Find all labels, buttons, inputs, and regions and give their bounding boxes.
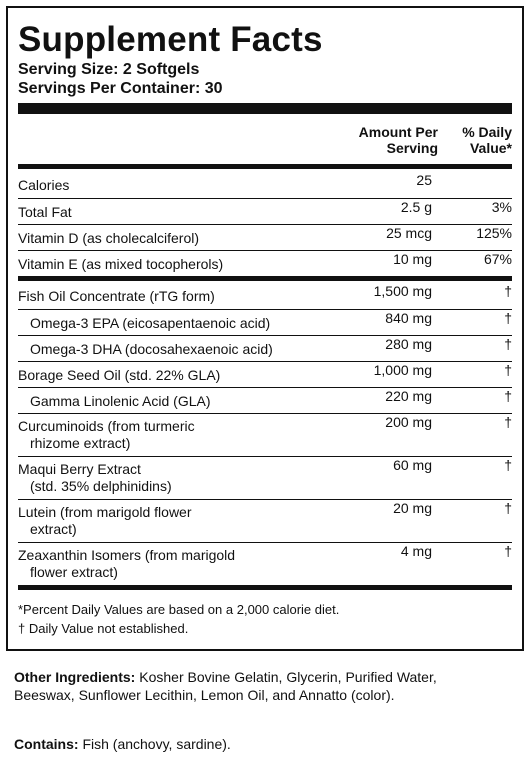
amount-header-line2: Serving <box>386 140 438 156</box>
nutrient-row <box>18 224 512 250</box>
servings-per-container: Servings Per Container: 30 <box>18 80 223 97</box>
nutrient-amount: 2.5 g <box>400 199 432 215</box>
ingredient-dv: † <box>504 543 512 559</box>
ingredient-name: Fish Oil Concentrate (rTG form) <box>18 288 215 304</box>
ingredient-dv: † <box>504 310 512 326</box>
ingredient-name-continued: flower extract) <box>30 564 118 580</box>
ingredient-name: Gamma Linolenic Acid (GLA) <box>30 393 211 409</box>
ingredient-name: Curcuminoids (from turmeric <box>18 418 195 434</box>
ingredient-amount: 840 mg <box>385 310 432 326</box>
dv-header-line2: Value* <box>469 140 512 156</box>
ingredient-row <box>18 283 512 309</box>
ingredient-row <box>18 499 512 542</box>
column-header-row <box>18 114 512 164</box>
nutrient-amount: 25 <box>416 172 432 188</box>
ingredient-name: Borage Seed Oil (std. 22% GLA) <box>18 367 221 383</box>
ingredient-dv: † <box>504 414 512 430</box>
ingredient-row <box>18 361 512 387</box>
nutrient-name: Vitamin E (as mixed tocopherols) <box>18 256 224 272</box>
nutrient-dv: 125% <box>476 225 512 241</box>
ingredient-amount: 200 mg <box>385 414 432 430</box>
ingredient-name: Omega-3 DHA (docosahexaenoic acid) <box>30 341 273 357</box>
ingredient-row <box>18 387 512 413</box>
ingredient-amount: 1,500 mg <box>373 283 432 299</box>
nutrient-name: Total Fat <box>18 204 72 220</box>
ingredient-amount: 4 mg <box>400 543 432 559</box>
footnote-not-established: † Daily Value not established. <box>18 621 189 636</box>
ingredient-name-continued: extract) <box>30 521 77 537</box>
ingredient-row <box>18 335 512 361</box>
ingredient-amount: 60 mg <box>393 457 432 473</box>
panel-title: Supplement Facts <box>18 20 323 59</box>
nutrient-row <box>18 198 512 224</box>
other-ingredients-heading: Other Ingredients: <box>14 669 136 685</box>
dv-header-line1: % Daily <box>462 124 512 140</box>
daily-value-header <box>442 124 512 156</box>
ingredient-dv: † <box>504 283 512 299</box>
ingredient-name-continued: rhizome extract) <box>30 435 131 451</box>
nutrient-amount: 25 mcg <box>386 225 432 241</box>
ingredient-name: Zeaxanthin Isomers (from marigold <box>18 547 236 563</box>
ingredient-row <box>18 413 512 456</box>
nutrient-group <box>18 172 512 276</box>
ingredient-name: Lutein (from marigold flower <box>18 504 192 520</box>
ingredient-row <box>18 542 512 585</box>
nutrient-name: Calories <box>18 177 70 193</box>
ingredient-dv: † <box>504 388 512 404</box>
ingredient-row <box>18 456 512 499</box>
ingredient-name-continued: (std. 35% delphinidins) <box>30 478 172 494</box>
nutrient-amount: 10 mg <box>393 251 432 267</box>
allergen-contains <box>14 735 231 753</box>
nutrient-name: Vitamin D (as cholecalciferol) <box>18 230 200 246</box>
ingredient-amount: 1,000 mg <box>373 362 432 378</box>
other-ingredients-text: Kosher Bovine Gelatin, Glycerin, Purified Water, Beeswax, Sunflower Lecithin, Lemon Oil, and Annatto (color). <box>14 669 437 703</box>
ingredient-amount: 20 mg <box>393 500 432 516</box>
medium-divider <box>18 276 512 281</box>
ingredient-amount: 220 mg <box>385 388 432 404</box>
contains-heading: Contains: <box>14 736 79 752</box>
medium-divider <box>18 164 512 169</box>
footnote-daily-values: *Percent Daily Values are based on a 2,000 calorie diet. <box>18 602 340 617</box>
footnotes <box>18 590 512 638</box>
amount-header-line1: Amount Per <box>358 124 438 140</box>
contains-text: Fish (anchovy, sardine). <box>78 736 231 752</box>
ingredient-name: Maqui Berry Extract <box>18 461 141 477</box>
ingredient-amount: 280 mg <box>385 336 432 352</box>
nutrient-row <box>18 172 512 198</box>
serving-size: Serving Size: 2 Softgels <box>18 61 200 78</box>
amount-per-serving-header <box>338 124 438 156</box>
ingredient-dv: † <box>504 362 512 378</box>
nutrient-dv: 3% <box>491 199 512 215</box>
supplement-facts-panel <box>6 6 524 651</box>
ingredient-dv: † <box>504 500 512 516</box>
ingredient-dv: † <box>504 336 512 352</box>
other-ingredients <box>14 668 444 704</box>
ingredient-row <box>18 309 512 335</box>
nutrient-row <box>18 250 512 276</box>
ingredient-group <box>18 283 512 585</box>
ingredient-name: Omega-3 EPA (eicosapentaenoic acid) <box>30 315 271 331</box>
ingredient-dv: † <box>504 457 512 473</box>
nutrient-dv: 67% <box>483 251 512 267</box>
thick-divider <box>18 103 512 114</box>
